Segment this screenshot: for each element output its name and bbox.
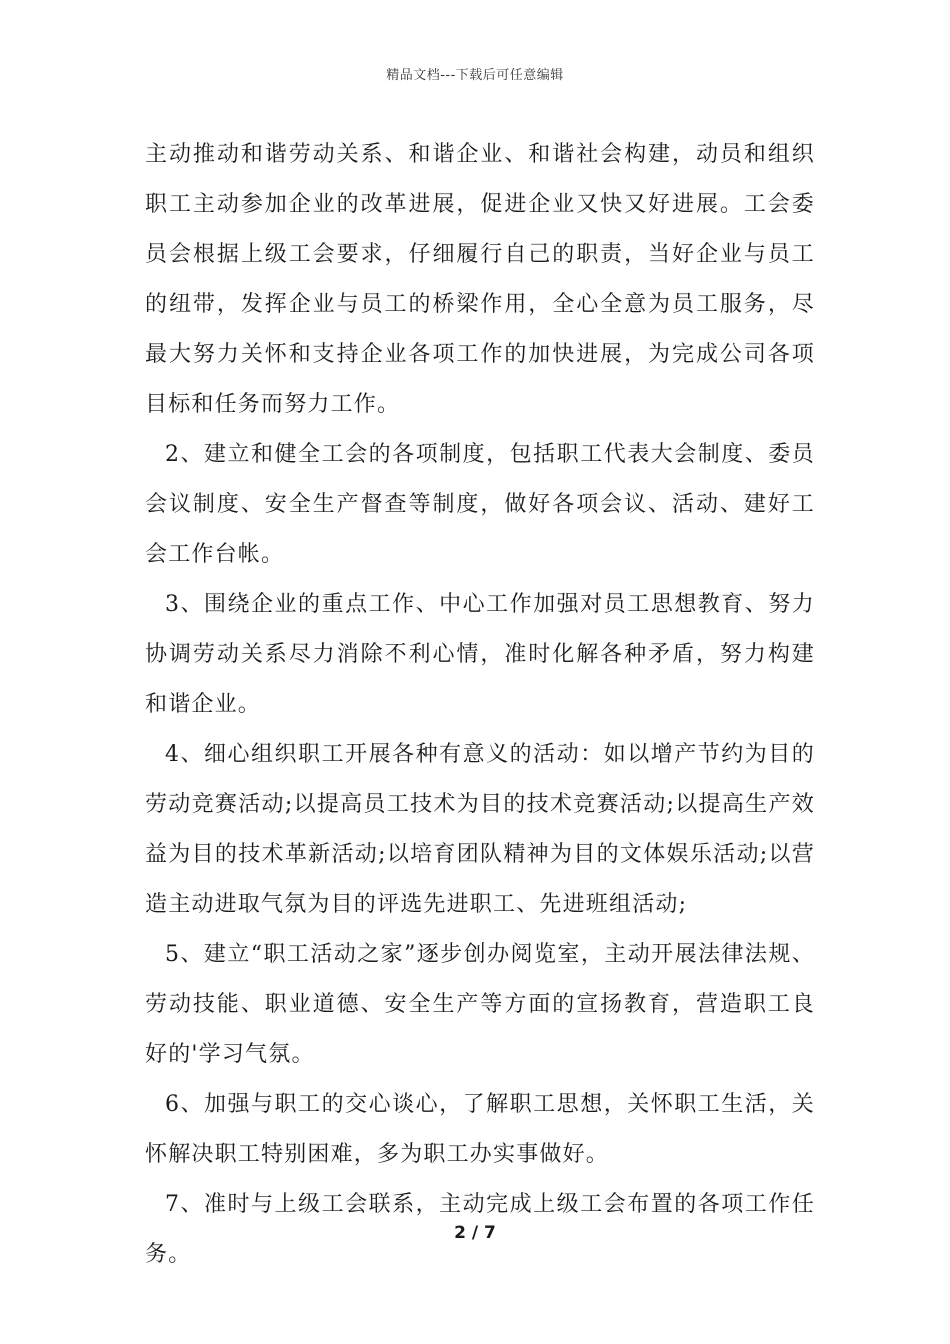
paragraph-item-4: 4、细心组织职工开展各种有意义的活动：如以增产节约为目的劳动竞赛活动;以提高员工技术为目的技术竞赛活动;以提高生产效益为目的技术革新活动;以培育团队精神为目的文体娱乐活动;以营造主动进取气氛为目的评选先进职工、先进班组活动; (145, 742, 815, 917)
paragraph-item-6: 6、加强与职工的交心谈心，了解职工思想，关怀职工生活，关怀解决职工特别困难，多为职工办实事做好。 (145, 1092, 815, 1167)
page-number: 2 / 7 (454, 1223, 496, 1243)
paragraph-item-3: 3、围绕企业的重点工作、中心工作加强对员工思想教育、努力协调劳动关系尽力消除不利心情，准时化解各种矛盾，努力构建和谐企业。 (145, 592, 815, 717)
page-header: 精品文档---下载后可任意编辑 (386, 68, 564, 83)
paragraph-item-5: 5、建立“职工活动之家”逐步创办阅览室，主动开展法律法规、劳动技能、职业道德、安全生产等方面的宣扬教育，营造职工良好的'学习气氛。 (145, 942, 815, 1067)
paragraph-item-2: 2、建立和健全工会的各项制度，包括职工代表大会制度、委员会议制度、安全生产督查等制度，做好各项会议、活动、建好工会工作台帐。 (145, 442, 815, 567)
paragraph-continuation: 主动推动和谐劳动关系、和谐企业、和谐社会构建，动员和组织职工主动参加企业的改革进展，促进企业又快又好进展。工会委员会根据上级工会要求，仔细履行自己的职责，当好企业与员工的纽带，发挥企业与员工的桥梁作用，全心全意为员工服务，尽最大努力关怀和支持企业各项工作的加快进展，为完成公司各项目标和任务而努力工作。 (145, 142, 815, 417)
paragraph-item-7: 7、准时与上级工会联系，主动完成上级工会布置的各项工作任务。 (145, 1192, 815, 1267)
document-body (145, 130, 815, 1280)
